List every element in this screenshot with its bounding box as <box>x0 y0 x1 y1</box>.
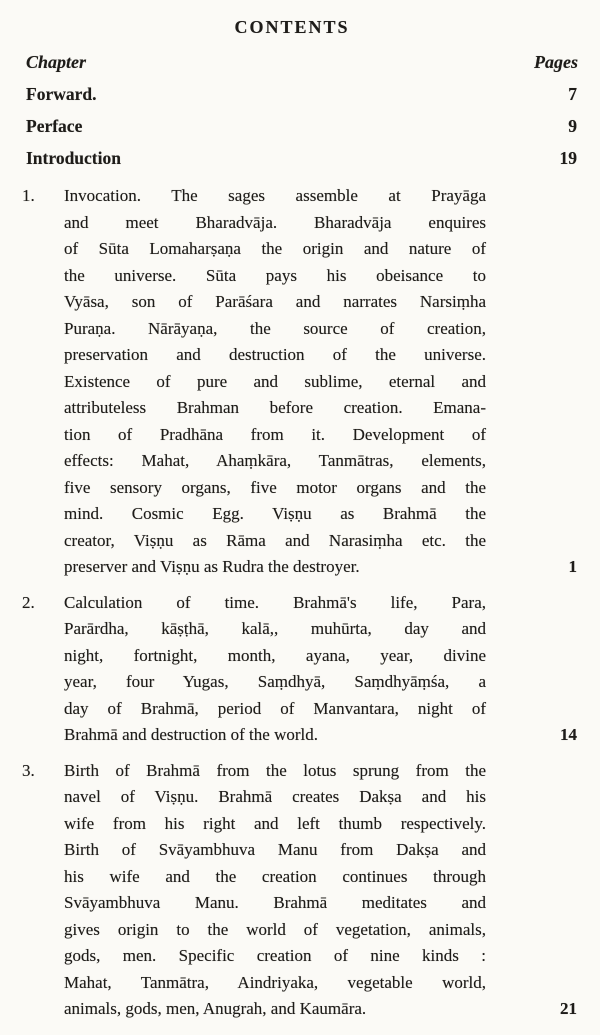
toc-entry <box>22 183 577 581</box>
entry-text-line: effects: Mahat, Ahaṃkāra, Tanmātras, elements, <box>64 451 486 470</box>
entry-text-line: Parārdha, kāṣṭhā, kalā,, muhūrta, day and <box>64 619 486 638</box>
toc-row-page: 9 <box>568 116 577 136</box>
toc-row <box>26 115 577 138</box>
entry-text-line: mind. Cosmic Egg. Viṣṇu as Brahmā the <box>64 504 486 523</box>
front-matter-list <box>0 83 600 170</box>
entry-text-line: animals, gods, men, Anugrah, and Kaumāra. <box>64 999 367 1018</box>
entry-text-line: tion of Pradhāna from it. Development of <box>64 424 486 444</box>
toc-row-page: 19 <box>559 148 577 168</box>
entry-page-number: 14 <box>560 725 577 744</box>
entry-number: 1. <box>22 186 35 205</box>
entry-text-line: Invocation. The sages assemble at Prayāga <box>64 186 486 205</box>
entry-page-number: 1 <box>568 557 577 576</box>
entry-text-line: Birth of Brahmā from the lotus sprung from the <box>64 760 486 780</box>
entry-text-line: Mahat, Tanmātra, Aindriyaka, vegetable world, <box>64 972 486 992</box>
entry-text <box>64 590 486 749</box>
entry-text-line: year, four Yugas, Saṃdhyā, Saṃdhyāṃśa, a <box>64 672 486 691</box>
toc-row-page: 7 <box>568 84 577 104</box>
entry-text-line: preserver and Viṣṇu as Rudra the destroyer. <box>64 557 360 576</box>
entry-page-number: 21 <box>560 999 577 1018</box>
entry-text-line: night, fortnight, month, ayana, year, divine <box>64 645 486 665</box>
pages-column-header: Pages <box>534 52 578 72</box>
toc-entry <box>22 590 577 749</box>
entry-text-line: day of Brahmā, period of Manvantara, night of <box>64 698 486 718</box>
toc-row-label: Introduction <box>26 148 121 168</box>
toc-header-row <box>26 50 578 74</box>
entry-text-line: navel of Viṣṇu. Brahmā creates Dakṣa and his <box>64 787 486 806</box>
entry-text <box>64 758 486 1023</box>
toc-row <box>26 83 577 106</box>
entry-text-line: and meet Bharadvāja. Bharadvāja enquires <box>64 212 486 232</box>
chapter-entries <box>0 183 600 1023</box>
entry-text-line: the universe. Sūta pays his obeisance to <box>64 265 486 285</box>
entry-text-line: Birth of Svāyambhuva Manu from Dakṣa and <box>64 840 486 859</box>
entry-text-line: wife from his right and left thumb respectively. <box>64 813 486 833</box>
page-title: CONTENTS <box>234 17 350 37</box>
entry-text <box>64 183 486 581</box>
entry-text-line: creator, Viṣṇu as Rāma and Narasiṃha etc. the <box>64 530 486 550</box>
entry-text-line: attributeless Brahman before creation. Emana- <box>64 398 486 417</box>
entry-text-line: Brahmā and destruction of the world. <box>64 725 318 744</box>
toc-row-label: Perface <box>26 116 83 136</box>
chapter-column-header: Chapter <box>26 52 87 72</box>
toc-row-label: Forward. <box>26 84 97 104</box>
toc-entry <box>22 758 577 1023</box>
toc-row <box>26 147 577 170</box>
entry-text-line: Calculation of time. Brahmā's life, Para, <box>64 592 486 612</box>
entry-number: 2. <box>22 592 35 612</box>
entry-number: 3. <box>22 760 35 780</box>
entry-text-line: Existence of pure and sublime, eternal and <box>64 371 486 391</box>
entry-text-line: gives origin to the world of vegetation, animals, <box>64 919 486 939</box>
entry-text-line: Vyāsa, son of Parāśara and narrates Narsiṃha <box>64 292 486 311</box>
entry-text-line: his wife and the creation continues through <box>64 866 486 886</box>
entry-text-line: of Sūta Lomaharṣaṇa the origin and nature of <box>64 239 486 258</box>
entry-text-line: Svāyambhuva Manu. Brahmā meditates and <box>64 893 486 912</box>
entry-text-line: Puraṇa. Nārāyaṇa, the source of creation, <box>64 318 486 338</box>
entry-text-line: gods, men. Specific creation of nine kinds : <box>64 946 486 965</box>
entry-text-line: five sensory organs, five motor organs and the <box>64 477 486 497</box>
entry-text-line: preservation and destruction of the universe. <box>64 345 486 364</box>
